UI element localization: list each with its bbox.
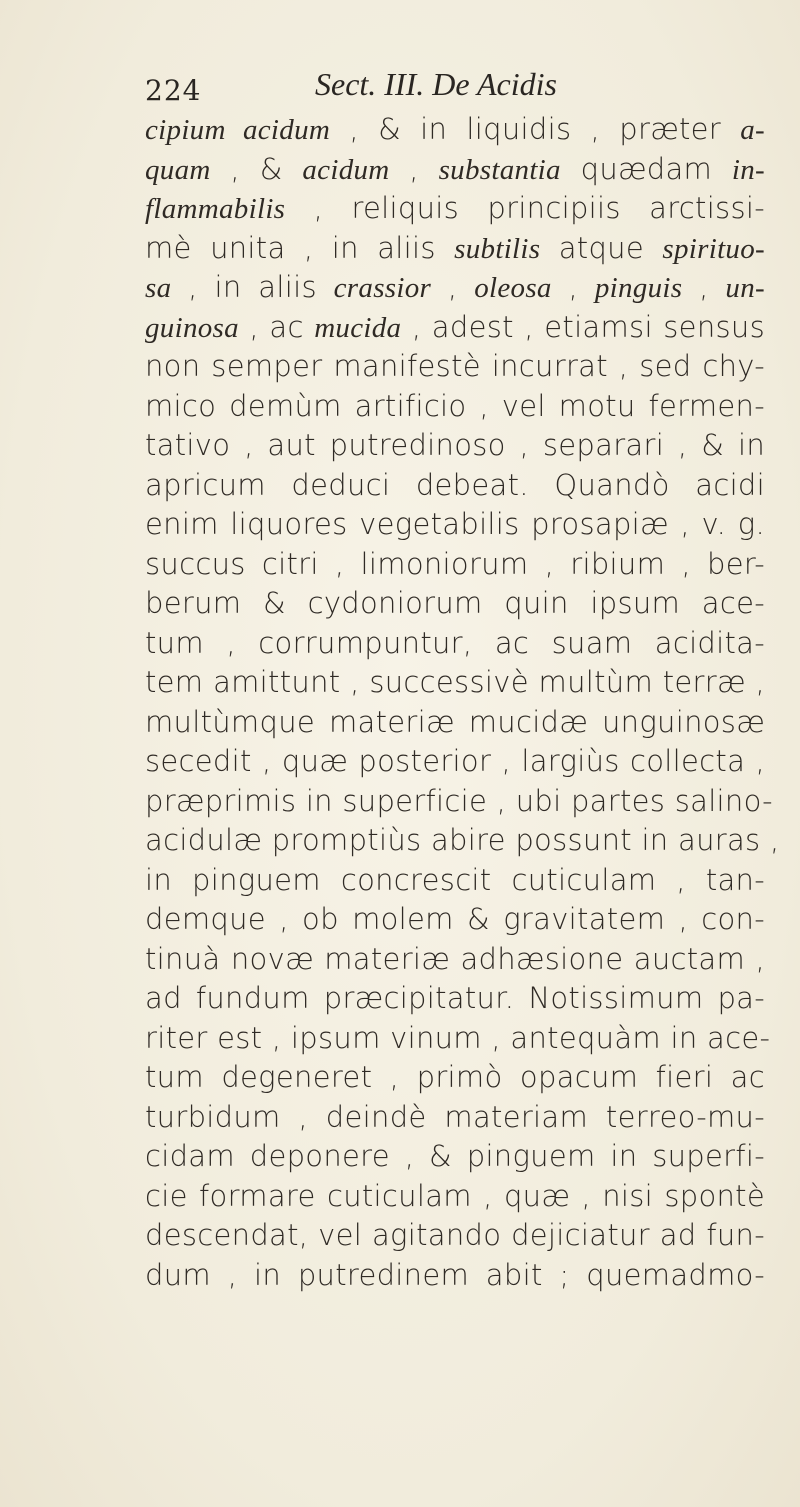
text-line: [145, 663, 765, 703]
text-line: [145, 545, 765, 585]
text-run: riter est , ipsum vinum , antequàm in ace-: [145, 1020, 771, 1055]
italic-term: quam: [145, 153, 211, 186]
text-run: tinuà novæ materiæ adhæsione auctam ,: [145, 941, 765, 976]
text-run: atque: [540, 230, 663, 265]
text-line: [145, 1177, 765, 1217]
text-run: descendat, vel agitando dejiciatur ad fun-: [145, 1218, 765, 1252]
text-run: , &: [210, 151, 303, 186]
text-run: cidam deponere , & pinguem in superfi-: [145, 1139, 765, 1173]
italic-term: a-: [740, 114, 765, 146]
page-number: 224: [145, 74, 202, 107]
text-run: secedit , quæ posterior , largiùs collecta ,: [145, 744, 765, 778]
text-run: acidulæ promptiùs abire possunt in auras ,: [145, 823, 780, 857]
text-run: , reliquis principiis arctissi-: [285, 191, 765, 225]
text-line: [145, 584, 765, 624]
text-line: [145, 861, 765, 901]
text-line: [145, 624, 765, 664]
text-run: dum , in putredinem abit ; quemadmo-: [145, 1257, 765, 1292]
text-line: [145, 1098, 765, 1138]
italic-term: flammabilis: [145, 193, 286, 225]
text-line: [145, 1216, 765, 1256]
text-line: [145, 426, 765, 466]
text-line: [145, 189, 765, 229]
text-run: succus citri , limoniorum , ribium , ber-: [145, 546, 765, 581]
text-run: , in aliis: [171, 270, 334, 304]
text-run: ,: [551, 270, 595, 304]
text-line: [145, 1137, 765, 1177]
italic-term: mucida: [314, 311, 402, 344]
italic-term: sa: [145, 272, 172, 304]
italic-term: subtilis: [454, 232, 541, 265]
italic-term: acidum: [302, 153, 390, 186]
text-line: [145, 782, 773, 822]
text-run: quædam: [560, 151, 732, 186]
text-line: [145, 979, 765, 1019]
italic-term: cipium acidum: [145, 114, 331, 146]
text-run: ,: [682, 270, 726, 304]
text-run: demque , ob molem & gravitatem , con-: [145, 902, 765, 936]
text-line: [145, 821, 780, 861]
text-line: [145, 703, 765, 743]
text-run: ,: [431, 270, 475, 304]
text-run: tum degeneret , primò opacum fieri ac: [145, 1060, 765, 1094]
text-run: turbidum , deindè materiam terreo-mu-: [145, 1099, 765, 1134]
text-line: [145, 347, 765, 387]
text-line: [145, 150, 765, 190]
text-run: ,: [389, 151, 439, 186]
italic-term: un-: [725, 272, 765, 304]
text-run: mè unita , in aliis: [145, 230, 455, 265]
text-run: apricum deduci debeat. Quandò acidi: [145, 467, 765, 502]
text-line: [145, 900, 765, 940]
italic-term: pinguis: [594, 272, 683, 304]
text-line: [145, 1058, 765, 1098]
text-run: præprimis in superficie , ubi partes salino-: [145, 783, 773, 818]
italic-term: oleosa: [474, 272, 552, 304]
text-line: [145, 1256, 765, 1296]
text-line: [145, 268, 765, 308]
text-run: tem amittunt , successivè multùm terræ ,: [145, 665, 765, 699]
text-run: , ac: [238, 309, 315, 344]
text-line: [145, 466, 765, 506]
text-run: non semper manifestè incurrat , sed chy-: [145, 349, 765, 383]
text-line: [145, 308, 765, 348]
text-line: [145, 505, 765, 545]
italic-term: in-: [731, 153, 765, 186]
italic-term: substantia: [438, 153, 561, 186]
text-run: tativo , aut putredinoso , separari , & in: [145, 428, 765, 462]
text-line: [145, 110, 765, 150]
text-line: [145, 387, 765, 427]
text-line: [145, 742, 765, 782]
text-run: multùmque materiæ mucidæ unguinosæ: [145, 704, 765, 739]
text-run: berum & cydoniorum quin ipsum ace-: [145, 586, 765, 620]
text-run: , & in liquidis , præter: [330, 112, 741, 146]
text-line: [145, 1019, 771, 1059]
italic-term: spirituo-: [662, 232, 765, 265]
text-run: enim liquores vegetabilis prosapiæ , v. g.: [145, 507, 765, 541]
running-head: [145, 66, 745, 110]
text-run: cie formare cuticulam , quæ , nisi spontè: [145, 1178, 765, 1213]
section-title: Sect. III. De Acidis: [315, 66, 557, 102]
body-text: [145, 110, 780, 1295]
italic-term: guinosa: [145, 311, 239, 344]
text-run: ad fundum præcipitatur. Notissimum pa-: [145, 981, 765, 1015]
italic-term: crassior: [333, 272, 432, 304]
text-run: , adest , etiamsi sensus: [401, 309, 765, 344]
text-line: [145, 229, 765, 269]
text-run: tum , corrumpuntur, ac suam acidita-: [145, 625, 765, 660]
text-run: mico demùm artificio , vel motu fermen-: [145, 388, 765, 423]
text-run: in pinguem concrescit cuticulam , tan-: [145, 862, 765, 897]
text-line: [145, 940, 765, 980]
